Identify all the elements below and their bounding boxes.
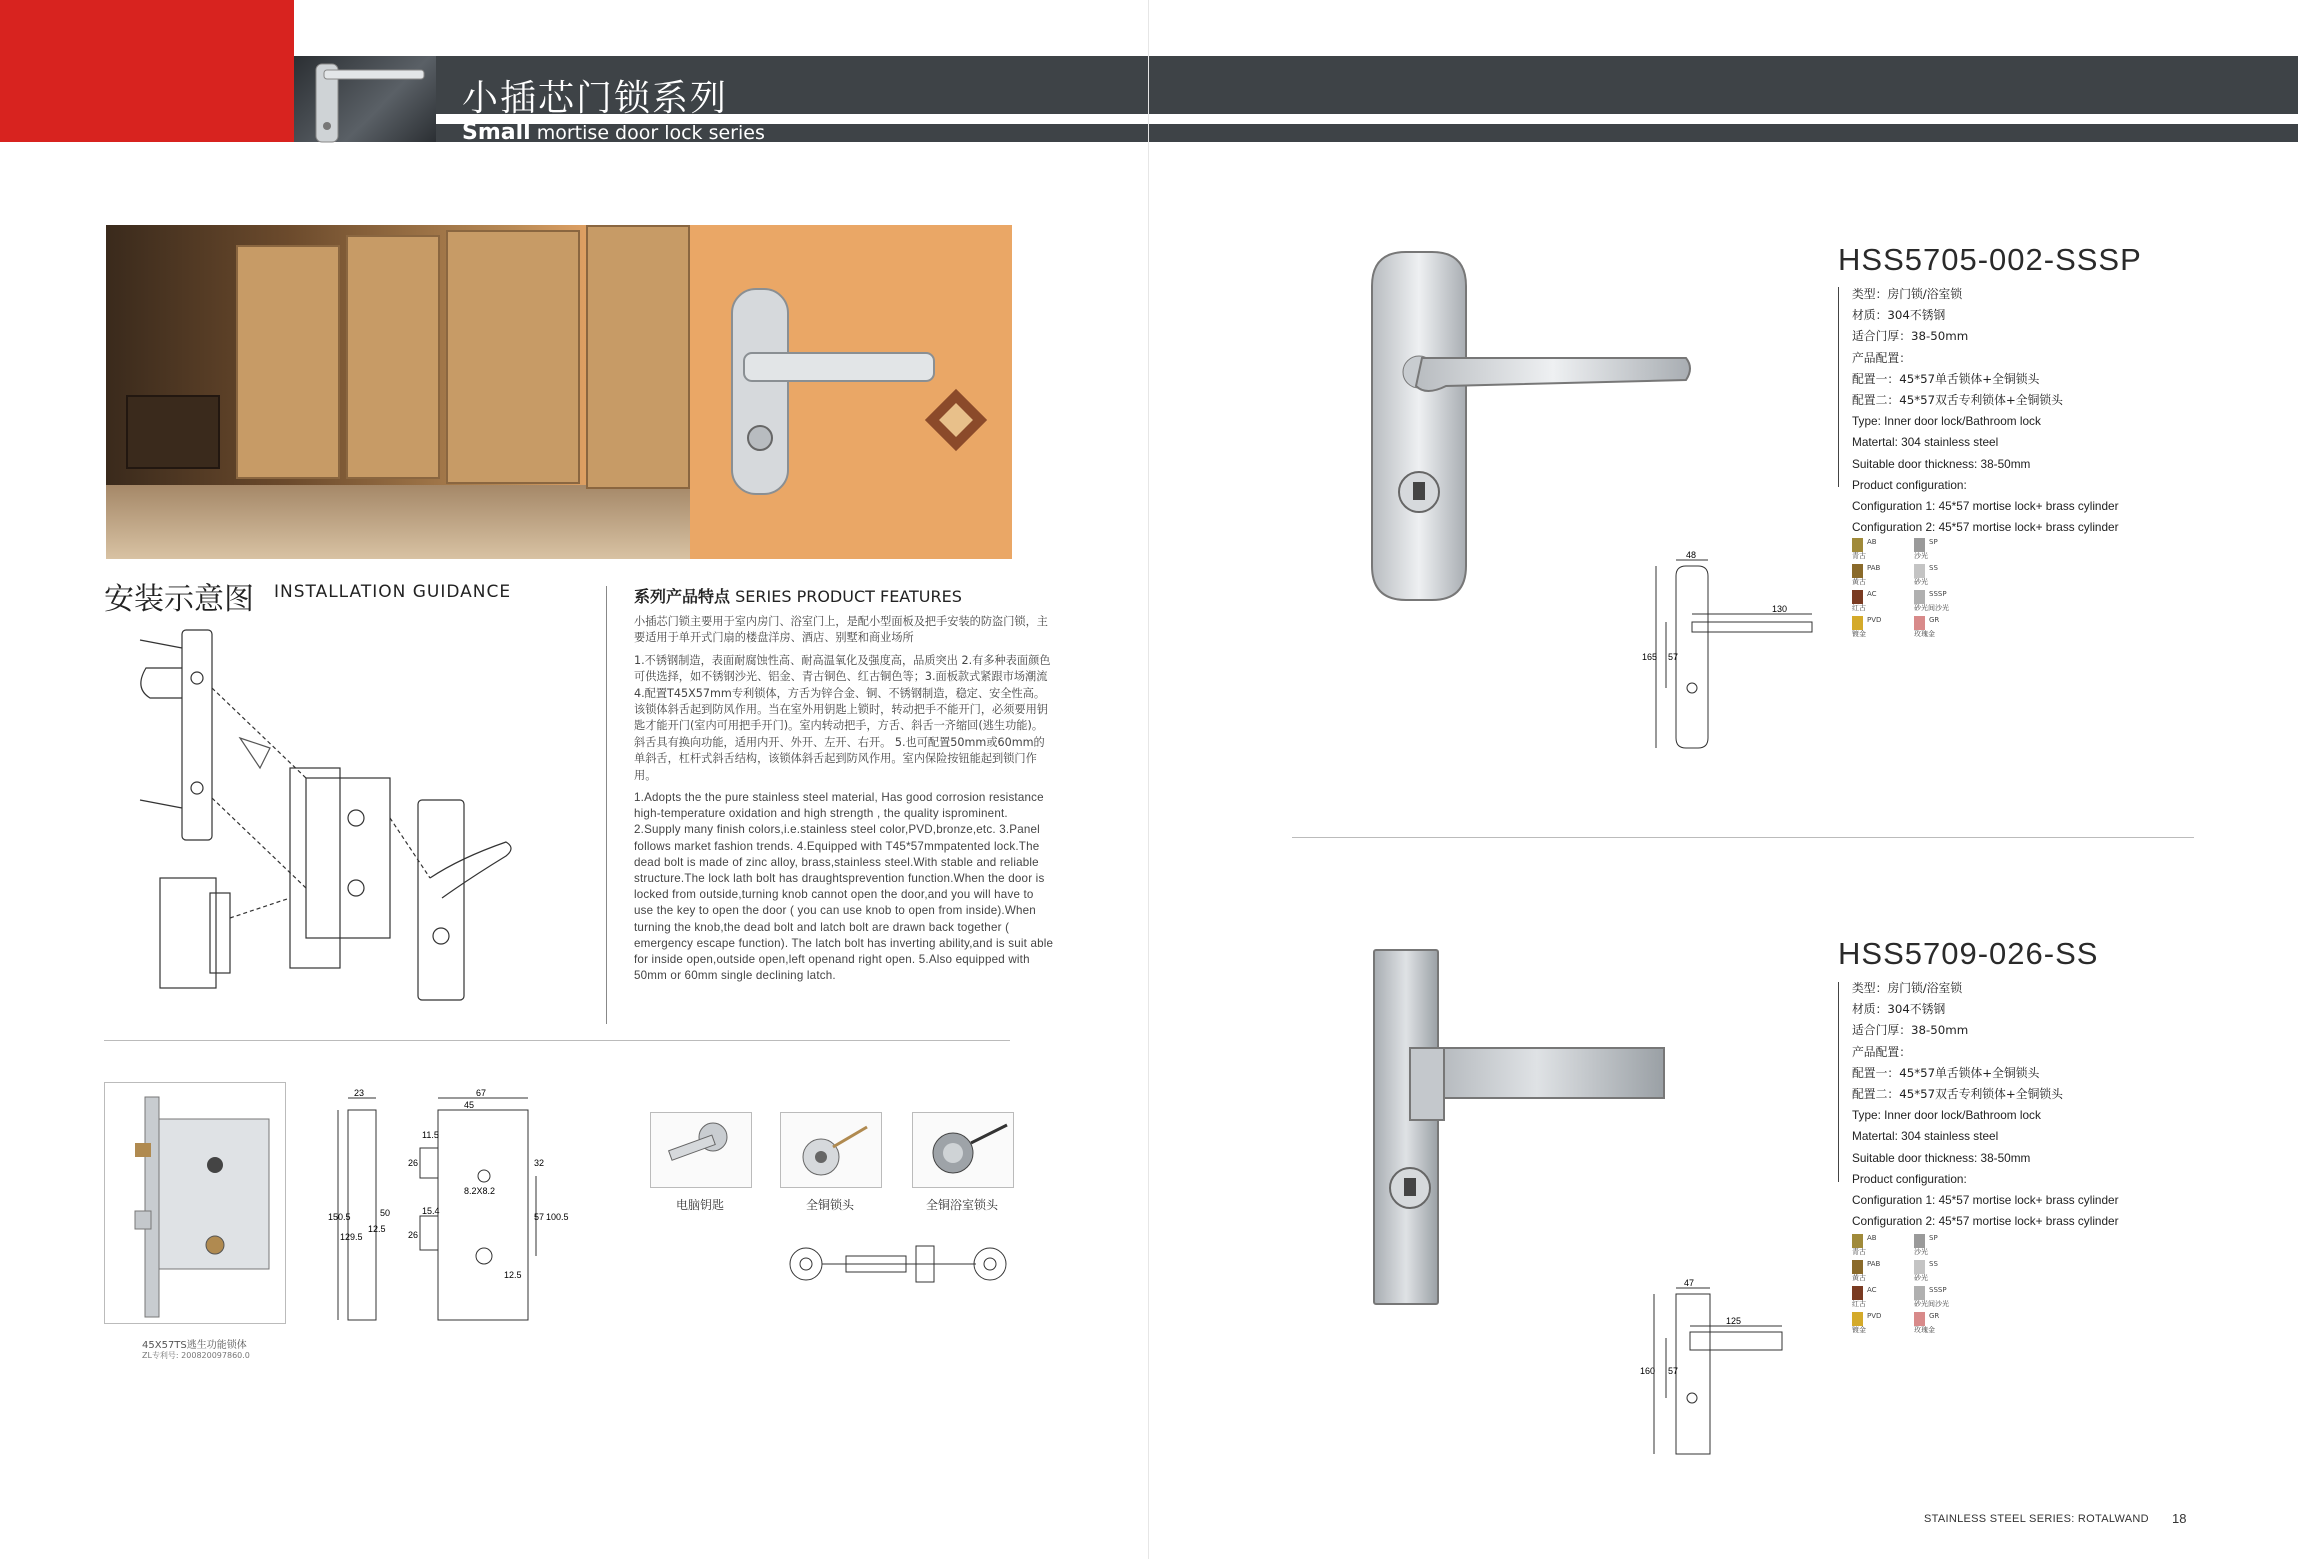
spec-type-cn: 类型：房门锁/浴室锁 — [1852, 287, 1963, 301]
finish-gr — [1914, 616, 1966, 638]
dim-26a: 26 — [408, 1158, 419, 1168]
dim-26b: 26 — [408, 1230, 419, 1240]
finish-cn: 镀金 — [1852, 1326, 1866, 1334]
accessory-bath-cylinder-label: 全铜浴室锁头 — [925, 1198, 998, 1212]
p2-dim-160: 160 — [1640, 1366, 1656, 1376]
swatch-ss — [1914, 564, 1925, 578]
finish-code: AC — [1867, 590, 1877, 598]
finish-cn: 沙光 — [1914, 552, 1928, 560]
finish-code: AB — [1867, 1234, 1877, 1242]
finish-cn: 黄古 — [1852, 578, 1866, 586]
page-number: 18 — [2172, 1511, 2187, 1526]
cylinder-icon — [781, 1113, 881, 1187]
brand-red-block — [0, 0, 294, 142]
lock-body-drawing — [328, 1090, 568, 1330]
finish-cn: 黄古 — [1852, 1274, 1866, 1282]
finish-code: PAB — [1867, 564, 1881, 572]
spec-config2-en: Configuration 2: 45*57 mortise lock+ brass cylinder — [1852, 1214, 2119, 1229]
finish-cn: 砂光 — [1914, 1274, 1928, 1282]
finish-code: PAB — [1867, 1260, 1881, 1268]
features-title-cn: 系列产品特点 — [634, 587, 731, 606]
product-2-specs — [1852, 978, 2192, 1232]
finish-code: SSSP — [1929, 1286, 1947, 1294]
product-1-finishes — [1852, 538, 1972, 638]
swatch-sssp — [1914, 590, 1925, 604]
product-2-code: HSS5709-026-SS — [1838, 936, 2099, 971]
features-intro: 小插芯门锁主要用于室内房门、浴室门上，是配小型面板及把手安装的防盗门锁，主要适用于单开式门扇的楼盘洋房、酒店、别墅和商业场所 — [634, 615, 1048, 645]
finish-ss — [1914, 564, 1966, 586]
finish-code: SS — [1929, 1260, 1938, 1268]
product-1-bracket — [1838, 287, 1839, 487]
header-thumbnail — [294, 56, 436, 142]
page-subtitle — [462, 120, 765, 145]
finish-cn: 青古 — [1852, 552, 1866, 560]
accessory-bath-cylinder-photo — [912, 1112, 1014, 1188]
finish-cn: 砂光 — [1914, 578, 1928, 586]
swatch-sp — [1914, 538, 1925, 552]
finish-sssp — [1914, 590, 1966, 612]
spec-config-cn: 产品配置： — [1852, 1044, 1911, 1059]
spec-material-en: Matertal: 304 stainless steel — [1852, 1129, 1999, 1144]
finish-code: GR — [1929, 616, 1940, 624]
page-fold — [1148, 0, 1149, 1559]
swatch-pvd — [1852, 1312, 1863, 1326]
features-title — [634, 584, 962, 607]
finish-code: SP — [1929, 538, 1938, 546]
p2-dim-125: 125 — [1726, 1316, 1742, 1326]
spec-thickness-en: Suitable door thickness: 38-50mm — [1852, 456, 2031, 471]
features-divider — [606, 586, 607, 1024]
swatch-pab — [1852, 564, 1863, 578]
swatch-pab — [1852, 1260, 1863, 1274]
finish-pvd — [1852, 1312, 1904, 1334]
finish-code: SSSP — [1929, 590, 1947, 598]
swatch-gr — [1914, 1312, 1925, 1326]
dim-150-5: 150.5 — [328, 1212, 351, 1222]
finish-code: PVD — [1867, 616, 1882, 624]
accessory-cylinder-label: 全铜锁头 — [805, 1198, 854, 1212]
spec-type-cn: 类型：房门锁/浴室锁 — [1852, 981, 1963, 995]
lock-thumbnail-icon — [294, 56, 436, 142]
mortise-lock-icon — [105, 1083, 285, 1323]
spec-config1-cn: 配置一：45*57单舌锁体+全铜锁头 — [1852, 1065, 2040, 1080]
spec-material-cn: 材质：304不锈钢 — [1852, 308, 1946, 323]
dim-50: 50 — [380, 1208, 391, 1218]
finish-cn: 砂光间沙光 — [1914, 1300, 1949, 1308]
swatch-sssp — [1914, 1286, 1925, 1300]
finish-gr — [1914, 1312, 1966, 1334]
dim-67: 67 — [476, 1088, 487, 1098]
spec-config-en: Product configuration: — [1852, 1171, 1967, 1186]
spec-thickness-cn: 适合门厚：38-50mm — [1852, 1023, 1969, 1038]
dim-82x82: 8.2X8.2 — [464, 1186, 496, 1196]
section-divider — [104, 1040, 1010, 1041]
dim-12-5a: 12.5 — [368, 1224, 386, 1234]
accessory-key-label: 电脑钥匙 — [675, 1198, 724, 1212]
swatch-ac — [1852, 1286, 1863, 1300]
swatch-ab — [1852, 538, 1863, 552]
finish-ac — [1852, 1286, 1904, 1308]
product-2-image — [1370, 944, 1670, 1304]
finish-cn: 青古 — [1852, 1248, 1866, 1256]
swatch-ab — [1852, 1234, 1863, 1248]
p1-dim-57: 57 — [1668, 652, 1679, 662]
product-divider — [1292, 837, 2194, 838]
dim-100-5: 100.5 — [546, 1212, 569, 1222]
installation-diagram — [130, 628, 570, 1020]
spec-config-en: Product configuration: — [1852, 477, 1967, 492]
lock-handle-icon — [626, 225, 1012, 559]
p1-dim-48: 48 — [1686, 550, 1697, 560]
dim-57: 57 — [534, 1212, 545, 1222]
subtitle-bold: Small — [462, 120, 531, 145]
lock-body-photo — [104, 1082, 286, 1324]
dim-129-5: 129.5 — [340, 1232, 363, 1242]
finish-code: SS — [1929, 564, 1938, 572]
product-2-bracket — [1838, 982, 1839, 1182]
spec-config1-en: Configuration 1: 45*57 mortise lock+ brass cylinder — [1852, 499, 2119, 514]
swatch-sp — [1914, 1234, 1925, 1248]
product-1-image — [1356, 246, 1696, 606]
lock-body-patent: ZL专利号: 200820097860.0 — [142, 1351, 250, 1360]
product-1-specs — [1852, 284, 2192, 538]
spec-thickness-cn: 适合门厚：38-50mm — [1852, 329, 1969, 344]
finish-sssp — [1914, 1286, 1966, 1308]
page-title: 小插芯门锁系列 — [462, 78, 729, 119]
features-title-en: SERIES PRODUCT FEATURES — [735, 587, 962, 606]
swatch-pvd — [1852, 616, 1863, 630]
dim-12-5b: 12.5 — [504, 1270, 522, 1280]
spec-type-en: Type: Inner door lock/Bathroom lock — [1852, 1108, 2041, 1123]
finish-cn: 镀金 — [1852, 630, 1866, 638]
product-1-drawing — [1640, 550, 1820, 756]
p2-dim-47: 47 — [1684, 1278, 1695, 1288]
subtitle-rest: mortise door lock series — [530, 122, 765, 144]
spec-config-cn: 产品配置： — [1852, 350, 1911, 365]
product-1-code: HSS5705-002-SSSP — [1838, 242, 2142, 277]
finish-pab — [1852, 1260, 1904, 1282]
swatch-ss — [1914, 1260, 1925, 1274]
spec-thickness-en: Suitable door thickness: 38-50mm — [1852, 1150, 2031, 1165]
product-2-drawing — [1640, 1278, 1790, 1458]
bath-cylinder-icon — [913, 1113, 1013, 1187]
dim-23: 23 — [354, 1088, 365, 1098]
features-points-en: 1.Adopts the the pure stainless steel material, Has good corrosion resistance high-temperature oxidation and high strength , the quality isprominent. 2.Supply many finish colors,i.e.stainless steel color,PVD,bronze,etc. 3.Panel follows market fashion trends. 4.Equipped with T45*57mmpatented lock.The dead bolt is made of zinc alloy, brass,stainless steel.With stable and reliable structure.The lock lath bolt has draughtsprevention function.When the door is locked from outside,turning knob cannot open the door,and you will have to use the key to open the door ( you can use knob to open from inside).When turning the knob,the dead bolt and latch bolt are drawn back together ( emergency escape function). The latch bolt has inverting ability,and is suit able for inside open,outside open,left openand right open. 5.Also equipped with 50mm or 60mm single declining latch. — [634, 791, 1054, 983]
lock-body-caption: 45X57TS逃生功能锁体 — [142, 1340, 247, 1351]
finish-cn: 红古 — [1852, 604, 1866, 612]
features-points-cn: 1.不锈钢制造，表面耐腐蚀性高、耐高温氧化及强度高，品质突出 2.有多种表面颜色可供选择，如不锈钢沙光、铝金、青古铜色、红古铜色等；3.面板款式紧跟市场潮流 4.配置T45X57mm专利锁体，方舌为锌合金、铜、不锈钢制造，稳定、安全性高。该锁体斜舌起到防风作用。当在室外用钥匙上锁时，转动把手不能开门，必须要用钥匙才能开门(室内可用把手开门)。室内转动把手，方舌、斜舌一齐缩回(逃生功能)。斜舌具有换向功能，适用内开、外开、左开、右开。 5.也可配置50mm或60mm的单斜舌，杠杆式斜舌结构，该锁体斜舌起到防风作用。室内保险按钮能起到锁门作用。 — [634, 653, 1051, 782]
finish-cn: 沙光 — [1914, 1248, 1928, 1256]
finish-code: GR — [1929, 1312, 1940, 1320]
key-icon — [651, 1113, 751, 1187]
finish-cn: 玫瑰金 — [1914, 630, 1935, 638]
finish-code: SP — [1929, 1234, 1938, 1242]
spec-config2-cn: 配置二：45*57双舌专利锁体+全铜锁头 — [1852, 1087, 2063, 1102]
finish-ab — [1852, 1234, 1904, 1256]
finish-pab — [1852, 564, 1904, 586]
finish-ab — [1852, 538, 1904, 560]
finish-cn: 玫瑰金 — [1914, 1326, 1935, 1334]
finish-code: PVD — [1867, 1312, 1882, 1320]
dim-32: 32 — [534, 1158, 545, 1168]
finish-cn: 砂光间沙光 — [1914, 604, 1949, 612]
p1-dim-130: 130 — [1772, 604, 1788, 614]
finish-cn: 红古 — [1852, 1300, 1866, 1308]
spec-material-en: Matertal: 304 stainless steel — [1852, 435, 1999, 450]
dim-11-5: 11.5 — [422, 1130, 439, 1140]
spec-config2-cn: 配置二：45*57双舌专利锁体+全铜锁头 — [1852, 393, 2063, 408]
finish-code: AB — [1867, 538, 1877, 546]
footer-series: STAINLESS STEEL SERIES: ROTALWAND — [1924, 1513, 2149, 1525]
swatch-gr — [1914, 616, 1925, 630]
installation-title: 安装示意图 — [104, 582, 254, 617]
finish-sp — [1914, 538, 1966, 560]
finish-sp — [1914, 1234, 1966, 1256]
cylinder-drawing — [786, 1228, 1016, 1298]
accessory-key-photo — [650, 1112, 752, 1188]
p2-dim-57: 57 — [1668, 1366, 1679, 1376]
spec-material-cn: 材质：304不锈钢 — [1852, 1002, 1946, 1017]
features-text — [634, 614, 1054, 991]
product-2-finishes — [1852, 1234, 1972, 1334]
finish-ac — [1852, 590, 1904, 612]
swatch-ac — [1852, 590, 1863, 604]
spec-config2-en: Configuration 2: 45*57 mortise lock+ brass cylinder — [1852, 520, 2119, 535]
finish-code: AC — [1867, 1286, 1877, 1294]
interior-photo — [106, 225, 1012, 559]
spec-config1-cn: 配置一：45*57单舌锁体+全铜锁头 — [1852, 371, 2040, 386]
finish-ss — [1914, 1260, 1966, 1282]
spec-type-en: Type: Inner door lock/Bathroom lock — [1852, 414, 2041, 429]
dim-15-4: 15.4 — [422, 1206, 440, 1216]
spec-config1-en: Configuration 1: 45*57 mortise lock+ brass cylinder — [1852, 1193, 2119, 1208]
installation-title-en: INSTALLATION GUIDANCE — [274, 582, 512, 602]
accessory-cylinder-photo — [780, 1112, 882, 1188]
dim-45: 45 — [464, 1100, 475, 1110]
finish-pvd — [1852, 616, 1904, 638]
p1-dim-165: 165 — [1642, 652, 1658, 662]
